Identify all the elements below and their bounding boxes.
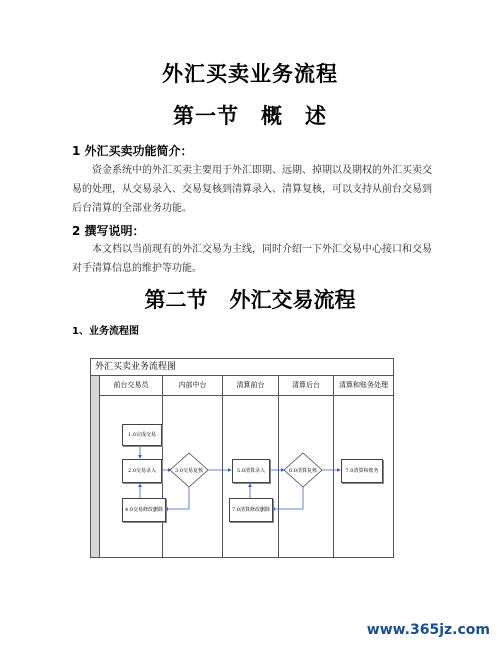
section-2-title: 外汇交易流程 — [229, 288, 356, 312]
node-trade-entry: 2.0交易录入 — [122, 459, 162, 483]
flow-heading: 1、业务流程图 — [72, 326, 139, 337]
section-1-label: 第一节 — [173, 104, 239, 128]
node-trade-review: 3.0交易复核 — [175, 468, 203, 474]
writing-paragraph: 本文档以当前现有的外汇交易为主线，同时介绍一下外汇交易中心接口和交易对手清算信息的维护等功能。 — [72, 244, 432, 274]
section-2-heading — [0, 284, 500, 314]
flowchart — [90, 358, 394, 558]
lane-header-clearing-front: 清算前台 — [223, 376, 278, 396]
section-1-heading — [0, 100, 500, 130]
document-title: 外汇买卖业务流程 — [162, 62, 338, 86]
node-clearing-review: 6.0清算复核 — [289, 468, 317, 474]
writing-heading: 2 撰写说明： — [72, 224, 145, 238]
lane-header-front-trader: 前台交易员 — [100, 376, 162, 396]
intro-heading: 1 外汇买卖功能简介： — [72, 144, 193, 158]
watermark: www.365jz.com — [366, 622, 490, 638]
node-clearing-entry: 5.0清算录入 — [232, 459, 270, 483]
node-clearing-accounting: 7.0清算和账务 — [341, 459, 383, 483]
section-2-label: 第二节 — [144, 288, 208, 312]
node-clearing-modify: 7.0清算修改删除 — [229, 498, 273, 522]
node-trade-modify: 4.0交易修改删除 — [122, 498, 166, 522]
lane-header-clearing-back: 清算后台 — [279, 376, 333, 396]
flowchart-title: 外汇买卖业务流程图 — [91, 359, 393, 376]
section-1-title: 概 述 — [261, 104, 327, 128]
flow-connectors — [91, 359, 393, 557]
intro-paragraph: 资金系统中的外汇买卖主要用于外汇即期、远期、掉期以及期权的外汇买卖交易的处理，从交易录入、交易复核到清算录入、清算复核，可以支持从前台交易到后台清算的全部业务功能。 — [72, 165, 432, 214]
lane-header-accounting: 清算和账务处理 — [334, 376, 393, 396]
node-complete-trade: 1.0完成交易 — [122, 424, 162, 446]
lane-header-middle-office: 内部中台 — [163, 376, 222, 396]
